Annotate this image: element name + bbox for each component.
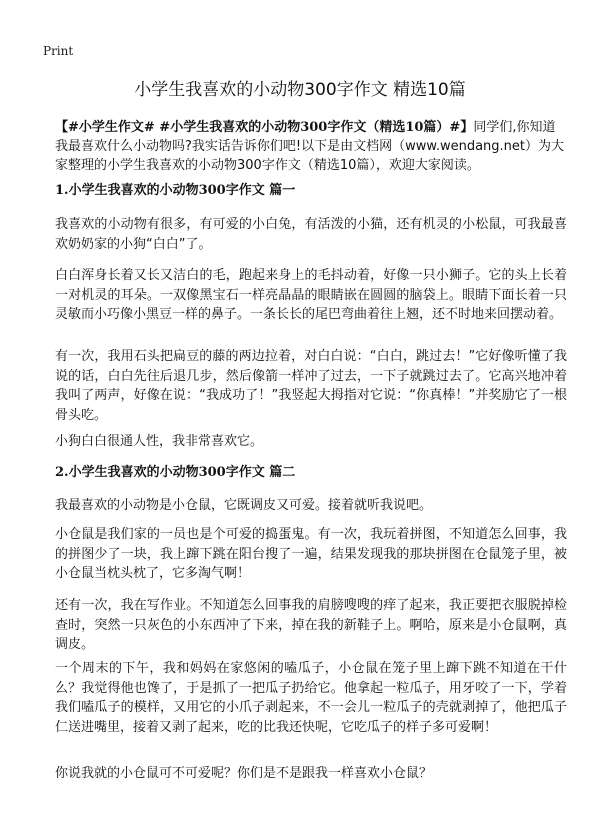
paragraph: 还有一次，我在写作业。不知道怎么回事我的肩膀嗖嗖的痒了起来，我正要把衣服脱掉检查时，突然一只灰色的小东西冲了下来，掉在我的新鞋子上。啊哈，原来是小仓鼠啊，真调皮。 — [55, 598, 567, 652]
paragraph: 有一次，我用石头把扁豆的藤的两边拉着，对白白说：“白白，跳过去！”它好像听懂了我说的话，白白先往后退几步，然后像箭一样冲了过去，一下子就跳过去了。它高兴地冲着我叫了两声，好像在说：“我成功了！”我竖起大拇指对它说：“你真棒！”并奖励它了一根骨头吃。 — [55, 349, 567, 423]
intro-paragraph — [55, 118, 567, 175]
intro-text: 同学们,你知道我最喜欢什么小动物吗?我实话告诉你们吧!以下是由文档网（www.wendang.net）为大家整理的小学生我喜欢的小动物300字作文（精选10篇），欢迎大家阅读。 — [55, 120, 564, 173]
paragraph: 一个周末的下午，我和妈妈在家悠闲的嗑瓜子，小仓鼠在笼子里上蹿下跳不知道在干什么？我觉得他也馋了，于是抓了一把瓜子扔给它。他拿起一粒瓜子，用牙咬了一下，学着我们嗑瓜子的模样，又用它的小爪子剥起来，不一会儿一粒瓜子的壳就剥掉了，他把瓜子仁送进嘴里，接着又剥了起来，吃的比我还快呢，它吃瓜子的样子多可爱啊！ — [55, 661, 567, 735]
section-heading-1: 1.小学生我喜欢的小动物300字作文 篇一 — [55, 183, 296, 198]
paragraph: 我喜欢的小动物有很多，有可爱的小白兔，有活泼的小猫，还有机灵的小松鼠，可我最喜欢奶奶家的小狗“白白”了。 — [55, 217, 567, 252]
paragraph: 白白浑身长着又长又洁白的毛，跑起来身上的毛抖动着，好像一只小狮子。它的头上长着一对机灵的耳朵。一双像黑宝石一样亮晶晶的眼睛嵌在圆圆的脑袋上。眼睛下面长着一只灵敏而小巧像小黑豆一样的鼻子。一条长长的尾巴弯曲着往上翘，还不时地来回摆动着。 — [55, 268, 567, 322]
paragraph: 小仓鼠是我们家的一员也是个可爱的捣蛋鬼。有一次，我玩着拼图，不知道怎么回事，我的拼图少了一块，我上蹿下跳在阳台搜了一遍，结果发现我的那块拼图在仓鼠笼子里，被小仓鼠当枕头枕了，它多淘气啊！ — [55, 527, 567, 581]
intro-tag: 【#小学生作文# #小学生我喜欢的小动物300字作文（精选10篇）#】 — [55, 120, 474, 135]
paragraph: 我最喜欢的小动物是小仓鼠，它既调皮又可爱。接着就听我说吧。 — [55, 498, 433, 513]
print-label: Print — [43, 44, 74, 58]
paragraph: 小狗白白很通人性，我非常喜欢它。 — [55, 434, 264, 449]
page-title: 小学生我喜欢的小动物300字作文 精选10篇 — [134, 80, 466, 100]
paragraph: 你说我就的小仓鼠可不可爱呢？你们是不是跟我一样喜欢小仓鼠？ — [55, 766, 433, 781]
section-heading-2: 2.小学生我喜欢的小动物300字作文 篇二 — [55, 465, 296, 480]
